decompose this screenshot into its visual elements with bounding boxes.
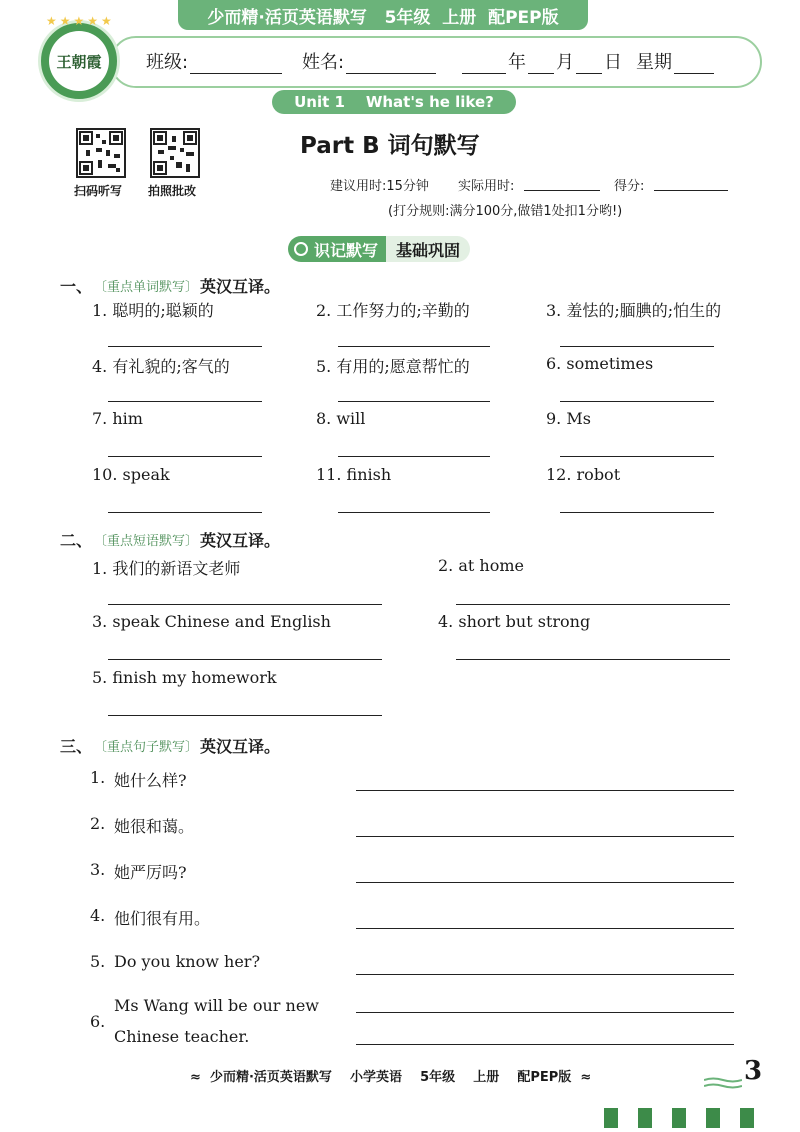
phrase-item: 4. short but strong — [438, 612, 591, 631]
answer-line[interactable] — [560, 456, 714, 457]
word-item: 4. 有礼貌的;客气的 — [92, 357, 230, 376]
green-block — [638, 1108, 652, 1128]
qr-label-listen: 扫码听写 — [74, 184, 123, 198]
answer-line[interactable] — [338, 401, 490, 402]
medal-icon — [294, 242, 308, 256]
logo-stars: ★★★★★ — [46, 14, 115, 28]
green-block — [672, 1108, 686, 1128]
sentence-number: 1. — [90, 768, 106, 787]
word-item: 3. 羞怯的;腼腆的;怕生的 — [546, 301, 722, 320]
section-badge — [288, 236, 500, 262]
section-3-heading: 三、 〔重点句子默写〕 英汉互译。 — [60, 737, 281, 756]
sentence-item: Ms Wang will be our new — [114, 996, 319, 1015]
answer-line[interactable] — [560, 512, 714, 513]
answer-line[interactable] — [356, 882, 734, 883]
score-label: 得分: — [614, 179, 645, 194]
answer-line[interactable] — [108, 346, 262, 347]
answer-line[interactable] — [338, 456, 490, 457]
sentence-item: 他们很有用。 — [114, 909, 211, 928]
top-banner: 少而精·活页英语默写 5年级 上册 配PEP版 — [178, 0, 588, 30]
answer-line[interactable] — [338, 346, 490, 347]
green-block — [740, 1108, 754, 1128]
footer-blocks — [604, 1108, 754, 1128]
phrase-item: 1. 我们的新语文老师 — [92, 559, 241, 578]
answer-line[interactable] — [356, 1012, 734, 1013]
answer-line[interactable] — [356, 974, 734, 975]
answer-line[interactable] — [338, 512, 490, 513]
word-item: 12. robot — [546, 465, 621, 484]
name-field: 姓名: — [302, 48, 438, 74]
qr-label-correct: 拍照批改 — [148, 184, 197, 198]
word-item: 2. 工作努力的;辛勤的 — [316, 301, 470, 320]
answer-line[interactable] — [456, 604, 730, 605]
sentence-item: 她很和蔼。 — [114, 817, 195, 836]
answer-line[interactable] — [108, 401, 262, 402]
phrase-item: 2. at home — [438, 556, 524, 575]
answer-line[interactable] — [560, 401, 714, 402]
section-2-heading: 二、 〔重点短语默写〕 英汉互译。 — [60, 531, 281, 550]
unit-banner: Unit 1 What's he like? — [272, 90, 516, 114]
section-1-heading: 一、 〔重点单词默写〕 英汉互译。 — [60, 277, 281, 296]
sentence-number: 6. — [90, 1012, 106, 1031]
word-item: 9. Ms — [546, 409, 591, 428]
answer-line[interactable] — [356, 928, 734, 929]
green-block — [706, 1108, 720, 1128]
sentence-item: 她什么样? — [114, 771, 187, 790]
sentence-item: 她严厉吗? — [114, 863, 187, 882]
answer-line[interactable] — [356, 790, 734, 791]
word-item: 7. him — [92, 409, 143, 428]
answer-line[interactable] — [356, 1044, 734, 1045]
green-block — [604, 1108, 618, 1128]
page-number: 3 — [744, 1056, 763, 1086]
word-item: 5. 有用的;愿意帮忙的 — [316, 357, 470, 376]
answer-line[interactable] — [560, 346, 714, 347]
actual-time: 实际用时: — [458, 179, 515, 194]
phrase-item: 5. finish my homework — [92, 668, 277, 687]
sentence-item-cont: Chinese teacher. — [114, 1027, 250, 1046]
date-field: 年 月 日 星期 — [460, 48, 716, 74]
badge-right-label: 基础巩固 — [386, 236, 470, 262]
phrase-item: 3. speak Chinese and English — [92, 612, 331, 631]
qr-code-correct[interactable] — [150, 128, 200, 178]
answer-line[interactable] — [456, 659, 730, 660]
class-field: 班级: — [146, 48, 284, 74]
word-item: 8. will — [316, 409, 366, 428]
word-item: 11. finish — [316, 465, 392, 484]
sentence-number: 4. — [90, 906, 106, 925]
suggested-time: 建议用时:15分钟 — [330, 179, 429, 194]
answer-line[interactable] — [108, 659, 382, 660]
word-item: 6. sometimes — [546, 354, 654, 373]
answer-line[interactable] — [356, 836, 734, 837]
word-item: 1. 聪明的;聪颖的 — [92, 301, 214, 320]
sentence-number: 3. — [90, 860, 106, 879]
answer-line[interactable] — [108, 456, 262, 457]
page-title: Part B 词句默写 — [300, 133, 480, 159]
sentence-item: Do you know her? — [114, 952, 261, 971]
answer-line[interactable] — [108, 512, 262, 513]
brand-logo — [38, 20, 120, 102]
scoring-rule: (打分规则:满分100分,做错1处扣1分哟!) — [388, 204, 623, 219]
score-blank[interactable] — [654, 190, 728, 191]
sentence-number: 2. — [90, 814, 106, 833]
badge-left-label: 识记默写 — [314, 240, 379, 260]
logo-text: 王朝霞 — [49, 31, 109, 91]
wave-decoration — [704, 1074, 742, 1084]
qr-code-listen[interactable] — [76, 128, 126, 178]
footer-text: ≈ 少而精·活页英语默写 小学英语 5年级 上册 配PEP版 ≈ — [190, 1070, 592, 1085]
answer-line[interactable] — [108, 715, 382, 716]
sentence-number: 5. — [90, 952, 106, 971]
actual-time-blank[interactable] — [524, 190, 600, 191]
answer-line[interactable] — [108, 604, 382, 605]
word-item: 10. speak — [92, 465, 170, 484]
